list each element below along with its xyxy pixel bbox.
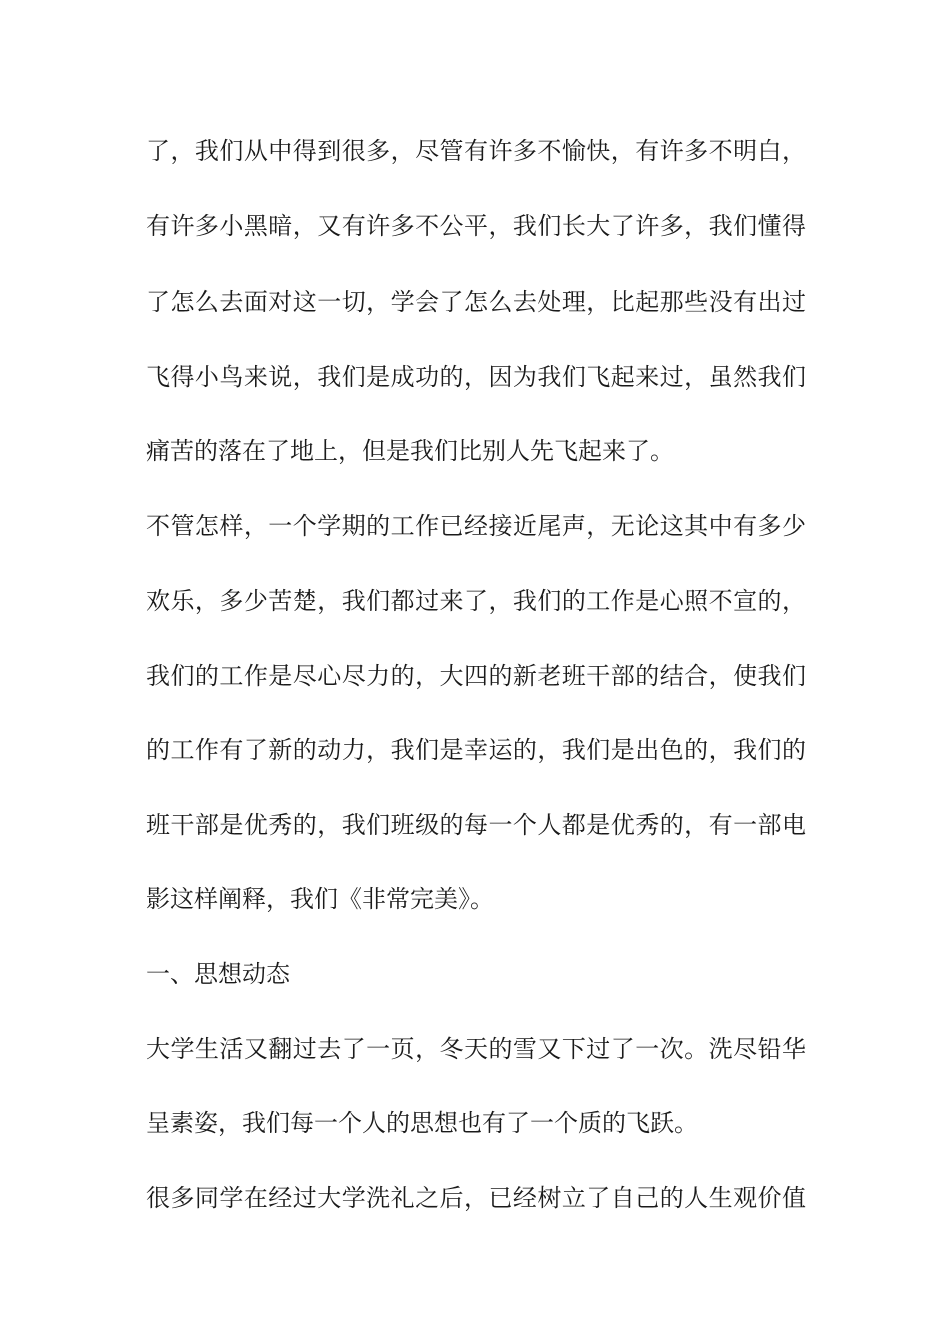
paragraph-line: 不管怎样，一个学期的工作已经接近尾声，无论这其中有多少	[146, 512, 806, 540]
paragraph-line: 欢乐，多少苦楚，我们都过来了，我们的工作是心照不宣的，	[146, 587, 806, 615]
paragraph-line: 有许多小黑暗，又有许多不公平，我们长大了许多，我们懂得	[146, 212, 806, 240]
paragraph-line: 影这样阐释，我们《非常完美》。	[146, 885, 494, 913]
paragraph-line: 的工作有了新的动力，我们是幸运的，我们是出色的，我们的	[146, 736, 806, 764]
paragraph-line: 飞得小鸟来说，我们是成功的，因为我们飞起来过，虽然我们	[146, 363, 806, 391]
paragraph-line: 我们的工作是尽心尽力的，大四的新老班干部的结合，使我们	[146, 662, 806, 690]
paragraph-line: 痛苦的落在了地上，但是我们比别人先飞起来了。	[146, 437, 674, 465]
section-heading: 一、思想动态	[146, 960, 290, 988]
paragraph-line: 了，我们从中得到很多，尽管有许多不愉快，有许多不明白，	[146, 137, 806, 165]
paragraph-line: 了怎么去面对这一切，学会了怎么去处理，比起那些没有出过	[146, 288, 806, 316]
paragraph-line: 班干部是优秀的，我们班级的每一个人都是优秀的，有一部电	[146, 811, 806, 839]
paragraph-line: 很多同学在经过大学洗礼之后，已经树立了自己的人生观价值	[146, 1184, 806, 1212]
paragraph-line: 呈素姿，我们每一个人的思想也有了一个质的飞跃。	[146, 1109, 698, 1137]
paragraph-line: 大学生活又翻过去了一页，冬天的雪又下过了一次。洗尽铅华	[146, 1035, 806, 1063]
